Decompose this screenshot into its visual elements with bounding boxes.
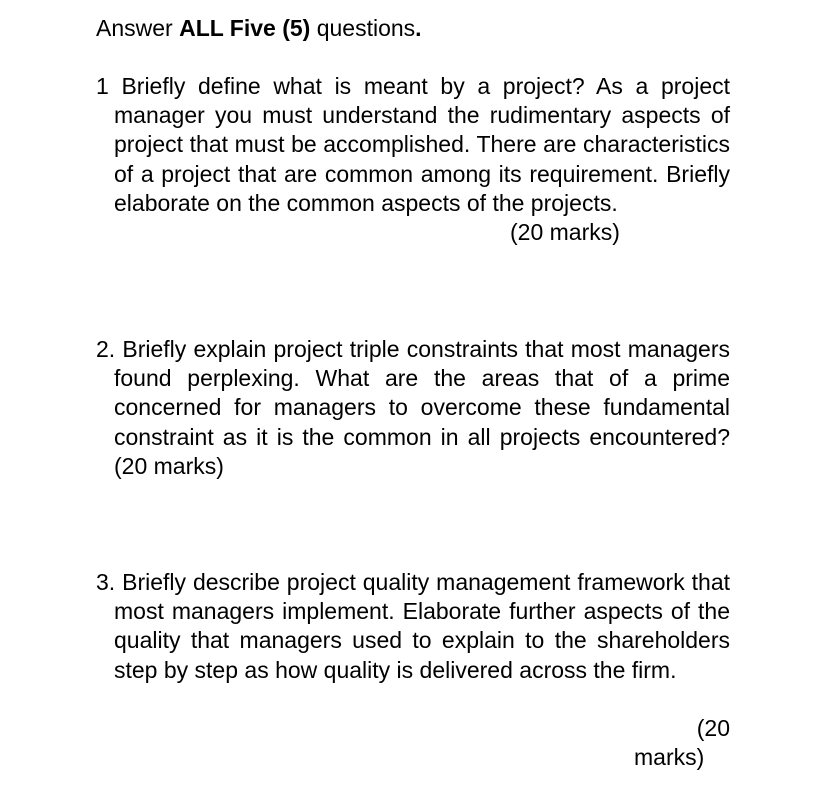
question-1: 1 Briefly define what is meant by a project? As a project manager you must understand the rudimentary aspects of project that must be accomplished. There are characteristics of a project that are common among its requirement. Briefly elaborate on the common aspects of the projects. xyxy=(96,73,730,216)
question-3-marks-line1: (20 xyxy=(696,715,730,741)
instruction-prefix: Answer xyxy=(96,15,180,41)
question-1-marks: (20 marks) xyxy=(510,219,620,245)
question-2: 2. Briefly explain project triple constraints that most managers found perplexing. What are the areas that of a prime concerned for managers to overcome these fundamental constraint as it is the common in all projects encountered? (20 marks) xyxy=(96,336,730,479)
instruction-bold: ALL Five (5) xyxy=(179,15,311,41)
question-3-marks-line2: marks) xyxy=(634,744,705,770)
instruction-suffix: questions xyxy=(310,15,416,41)
instruction-line xyxy=(96,14,422,43)
instruction-period: . xyxy=(415,15,422,41)
question-3: 3. Briefly describe project quality management framework that most managers implement. Elaborate further aspects of the quality that managers used to explain to the shareholders step by step as how quality is delivered across the firm. xyxy=(96,569,730,683)
